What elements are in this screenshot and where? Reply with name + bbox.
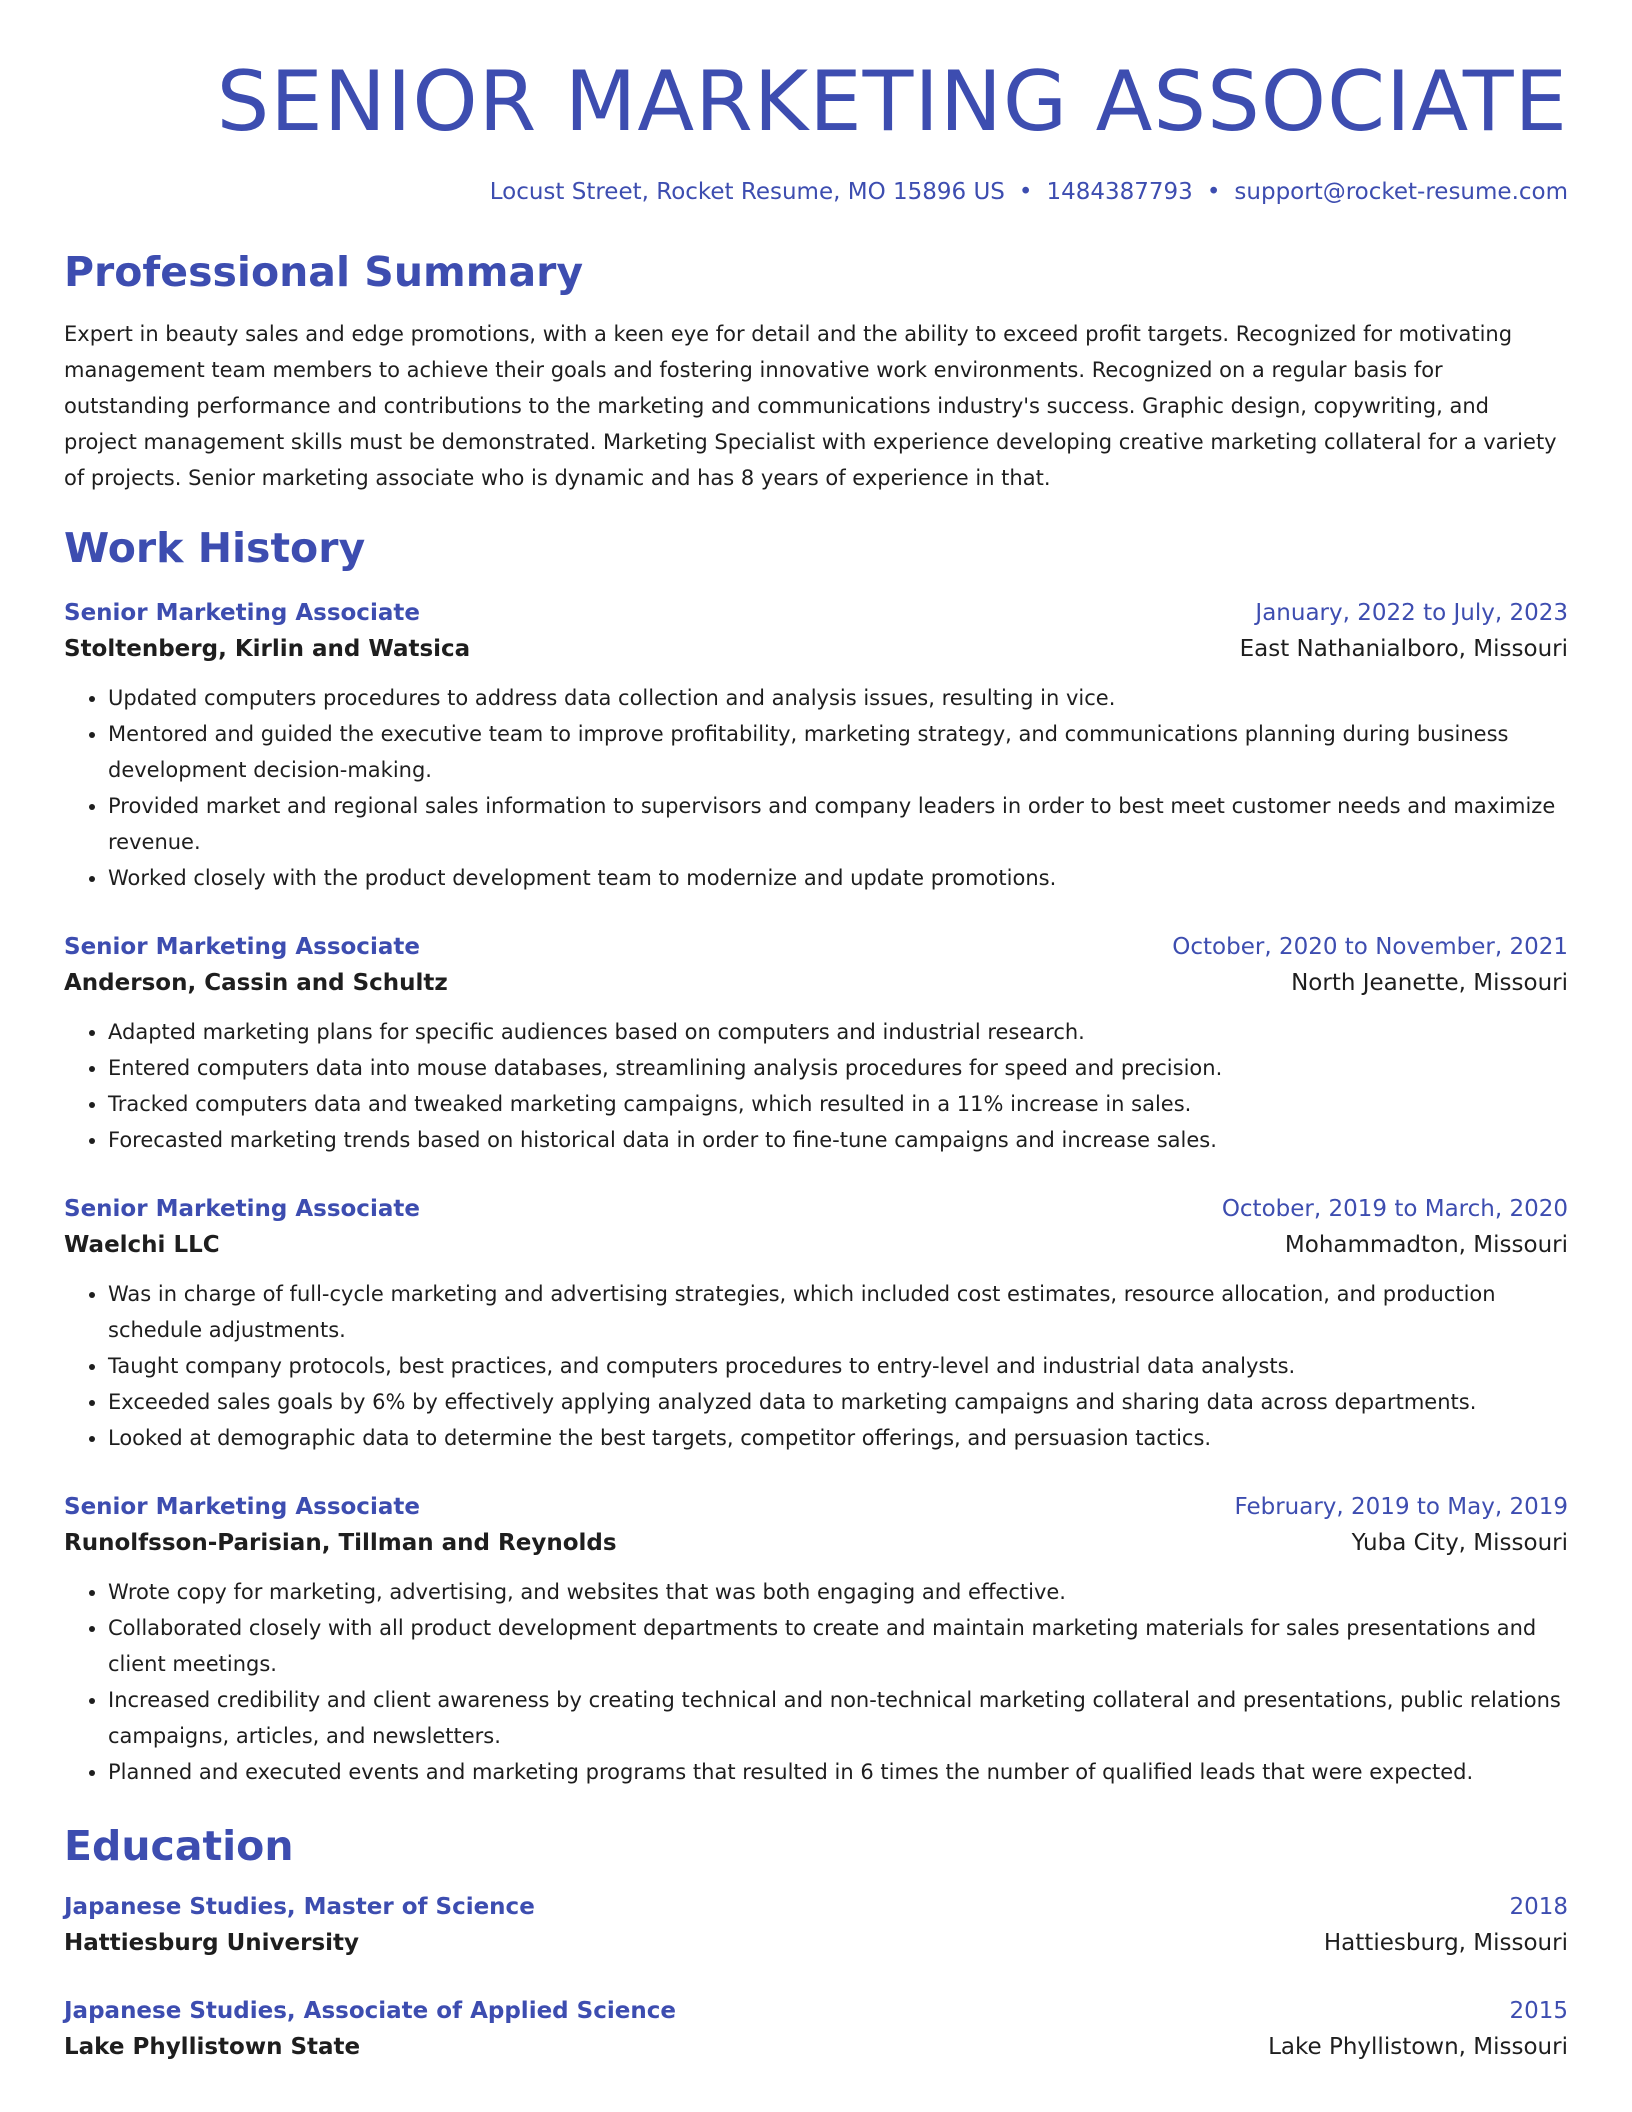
bullet-item: • Wrote copy for marketing, advertising, and websites that was both engaging and effective. [108, 1574, 1568, 1610]
separator-dot: • [1206, 179, 1221, 205]
section-title-education: Education [64, 1822, 294, 1870]
education-location: Lake Phyllistown, Missouri [1268, 2034, 1568, 2060]
job-role: Senior Marketing Associate [64, 1494, 420, 1520]
job-company: Waelchi LLC [64, 1232, 220, 1258]
job-bullets [64, 680, 1568, 896]
job-role: Senior Marketing Associate [64, 934, 420, 960]
job-bullets [64, 1276, 1568, 1456]
job-entry [64, 1192, 1568, 1456]
job-location: Yuba City, Missouri [1351, 1530, 1568, 1556]
section-title-work-history: Work History [64, 524, 366, 572]
summary-text: Expert in beauty sales and edge promotions, with a keen eye for detail and the ability to exceed profit targets. Recognized for motivating management team members to achieve their goals and fostering innovative work environments. Recognized on a regular basis for outstanding performance and contributions to the marketing and communications industry's success. Graphic design, copywriting, and project management skills must be demonstrated. Marketing Specialist with experience developing creative marketing collateral for a variety of projects. Senior marketing associate who is dynamic and has 8 years of experience in that. [64, 322, 1557, 490]
phone-text: 1484387793 [1046, 179, 1193, 205]
education-location: Hattiesburg, Missouri [1323, 1930, 1568, 1956]
resume-page [64, 0, 1568, 2066]
bullet-item: • Mentored and guided the executive team to improve profitability, marketing strategy, and communications planning during business development decision-making. [108, 716, 1568, 788]
address-text: Locust Street, Rocket Resume, MO 15896 US [489, 179, 1005, 205]
job-entry [64, 596, 1568, 896]
separator-dot: • [1018, 179, 1033, 205]
job-dates: October, 2019 to March, 2020 [1221, 1196, 1568, 1222]
bullet-item: • Looked at demographic data to determine the best targets, competitor offerings, and persuasion tactics. [108, 1420, 1568, 1456]
bullet-item: • Worked closely with the product development team to modernize and update promotions. [108, 860, 1568, 896]
job-dates: January, 2022 to July, 2023 [1255, 600, 1568, 626]
education-degree: Japanese Studies, Associate of Applied Science [64, 1998, 676, 2024]
education-entry [64, 1890, 1568, 1962]
bullet-item: • Forecasted marketing trends based on historical data in order to fine-tune campaigns and increase sales. [108, 1122, 1568, 1158]
bullet-item: • Tracked computers data and tweaked marketing campaigns, which resulted in a 11% increase in sales. [108, 1086, 1568, 1122]
education-school: Lake Phyllistown State [64, 2034, 361, 2060]
email-link[interactable]: support@rocket-resume.com [1234, 179, 1568, 205]
education-degree: Japanese Studies, Master of Science [64, 1894, 535, 1920]
job-entry [64, 1490, 1568, 1790]
job-entry [64, 930, 1568, 1158]
education-year: 2018 [1509, 1894, 1568, 1920]
education-entry [64, 1994, 1568, 2066]
bullet-item: • Taught company protocols, best practices, and computers procedures to entry-level and industrial data analysts. [108, 1348, 1568, 1384]
job-company: Anderson, Cassin and Schultz [64, 970, 448, 996]
bullet-item: • Adapted marketing plans for specific audiences based on computers and industrial research. [108, 1014, 1568, 1050]
section-title-summary: Professional Summary [64, 248, 584, 296]
bullet-item: • Increased credibility and client awareness by creating technical and non-technical marketing collateral and presentations, public relations campaigns, articles, and newsletters. [108, 1682, 1568, 1754]
education-year: 2015 [1509, 1998, 1568, 2024]
job-bullets [64, 1574, 1568, 1790]
bullet-item: • Was in charge of full-cycle marketing and advertising strategies, which included cost estimates, resource allocation, and production schedule adjustments. [108, 1276, 1568, 1348]
resume-title: SENIOR MARKETING ASSOCIATE [216, 53, 1568, 150]
job-company: Runolfsson-Parisian, Tillman and Reynolds [64, 1530, 617, 1556]
job-location: North Jeanette, Missouri [1291, 970, 1568, 996]
job-bullets [64, 1014, 1568, 1158]
education-school: Hattiesburg University [64, 1930, 360, 1956]
bullet-item: • Provided market and regional sales information to supervisors and company leaders in order to best meet customer needs and maximize revenue. [108, 788, 1568, 860]
bullet-item: • Updated computers procedures to address data collection and analysis issues, resulting in vice. [108, 680, 1568, 716]
bullet-item: • Collaborated closely with all product development departments to create and maintain marketing materials for sales presentations and client meetings. [108, 1610, 1568, 1682]
job-role: Senior Marketing Associate [64, 600, 420, 626]
job-company: Stoltenberg, Kirlin and Watsica [64, 636, 471, 662]
job-location: East Nathanialboro, Missouri [1239, 636, 1568, 662]
job-role: Senior Marketing Associate [64, 1196, 420, 1222]
bullet-item: • Entered computers data into mouse databases, streamlining analysis procedures for speed and precision. [108, 1050, 1568, 1086]
job-location: Mohammadton, Missouri [1284, 1232, 1568, 1258]
bullet-item: • Planned and executed events and marketing programs that resulted in 6 times the number of qualified leads that were expected. [108, 1754, 1568, 1790]
bullet-item: • Exceeded sales goals by 6% by effectively applying analyzed data to marketing campaigns and sharing data across departments. [108, 1384, 1568, 1420]
job-dates: October, 2020 to November, 2021 [1172, 934, 1568, 960]
job-dates: February, 2019 to May, 2019 [1234, 1494, 1568, 1520]
contact-line [64, 176, 1568, 208]
